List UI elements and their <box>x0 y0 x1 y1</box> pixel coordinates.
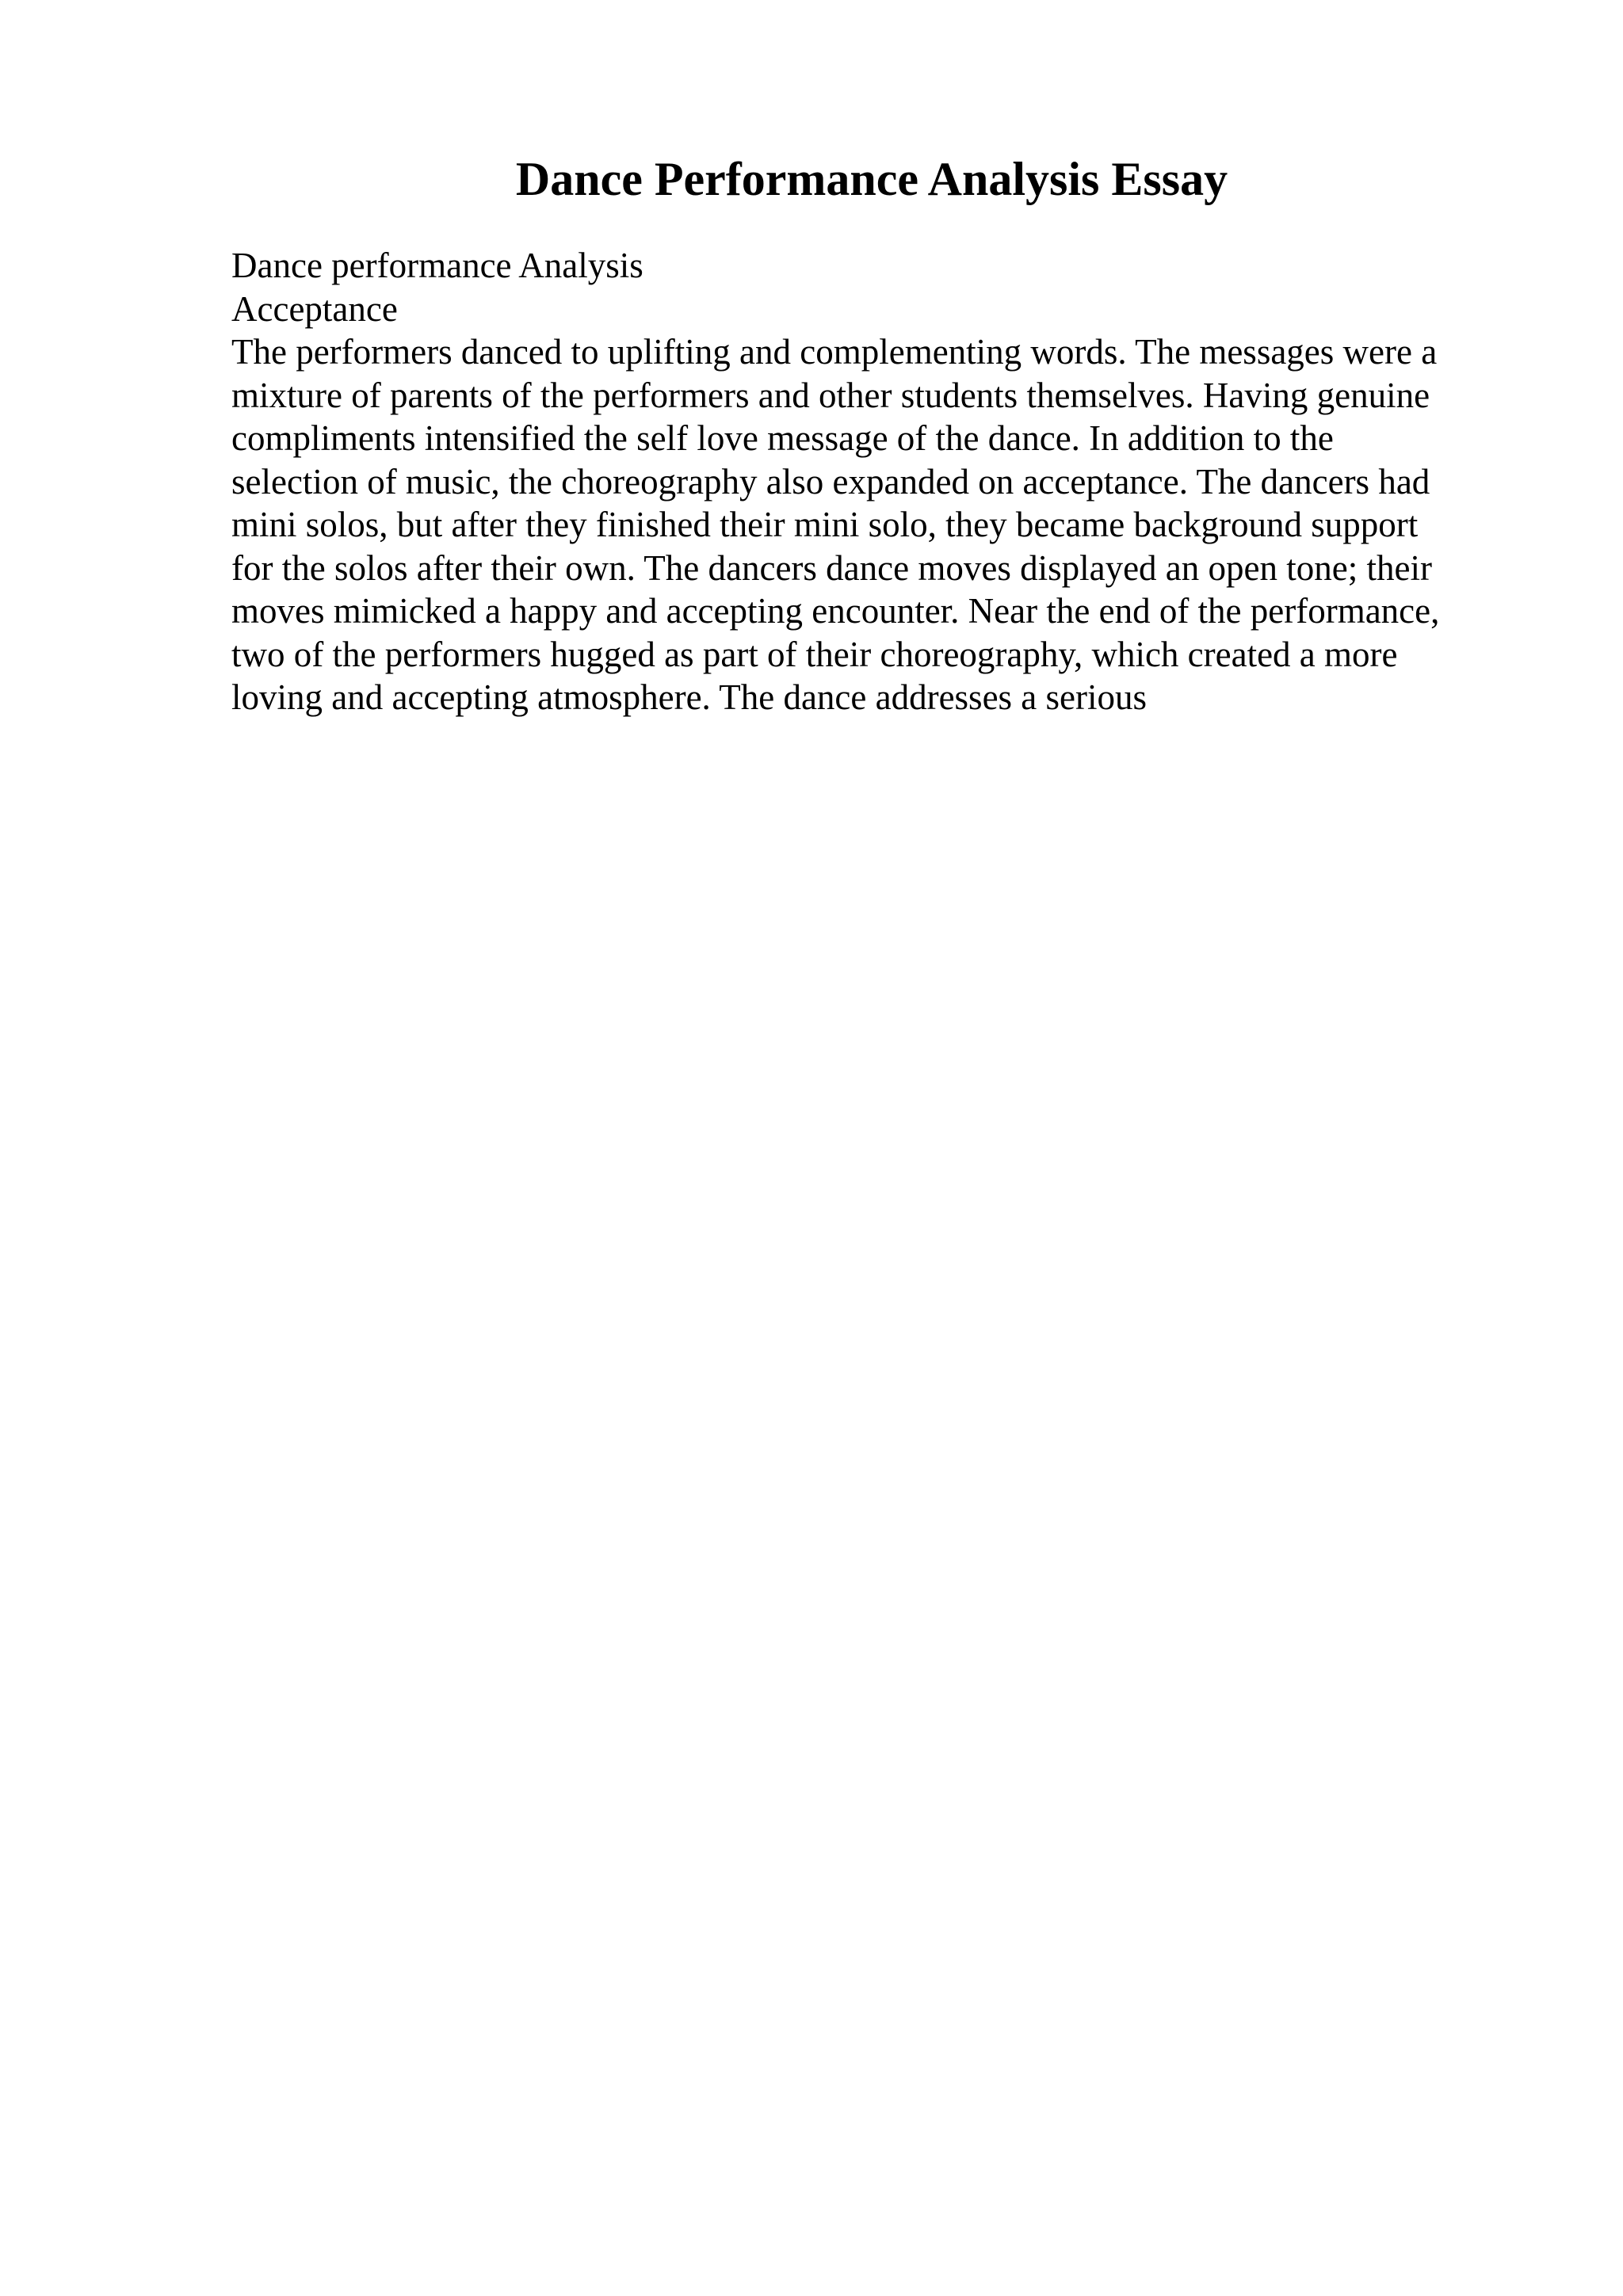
paragraph-line: for the solos after their own. The dancers dance moves displayed an open tone; their <box>231 547 1432 588</box>
section-heading: Acceptance <box>231 288 398 329</box>
document-body <box>231 244 1507 719</box>
paragraph-line: mixture of parents of the performers and other students themselves. Having genuine <box>231 375 1430 415</box>
document-title: Dance Performance Analysis Essay <box>515 153 1228 205</box>
paragraph-line: mini solos, but after they finished their mini solo, they became background support <box>231 505 1419 544</box>
paragraph-line: compliments intensified the self love message of the dance. In addition to the <box>231 418 1334 458</box>
paragraph-line: two of the performers hugged as part of their choreography, which created a more <box>231 634 1398 674</box>
paragraph-line: The performers danced to uplifting and complementing words. The messages were a <box>231 332 1438 372</box>
paragraph-line: loving and accepting atmosphere. The dance addresses a serious <box>231 677 1148 717</box>
paragraph-line: moves mimicked a happy and accepting encounter. Near the end of the performance, <box>231 591 1440 631</box>
paragraph-line: selection of music, the choreography also expanded on acceptance. The dancers had <box>231 461 1430 502</box>
subtitle-line: Dance performance Analysis <box>231 246 643 285</box>
